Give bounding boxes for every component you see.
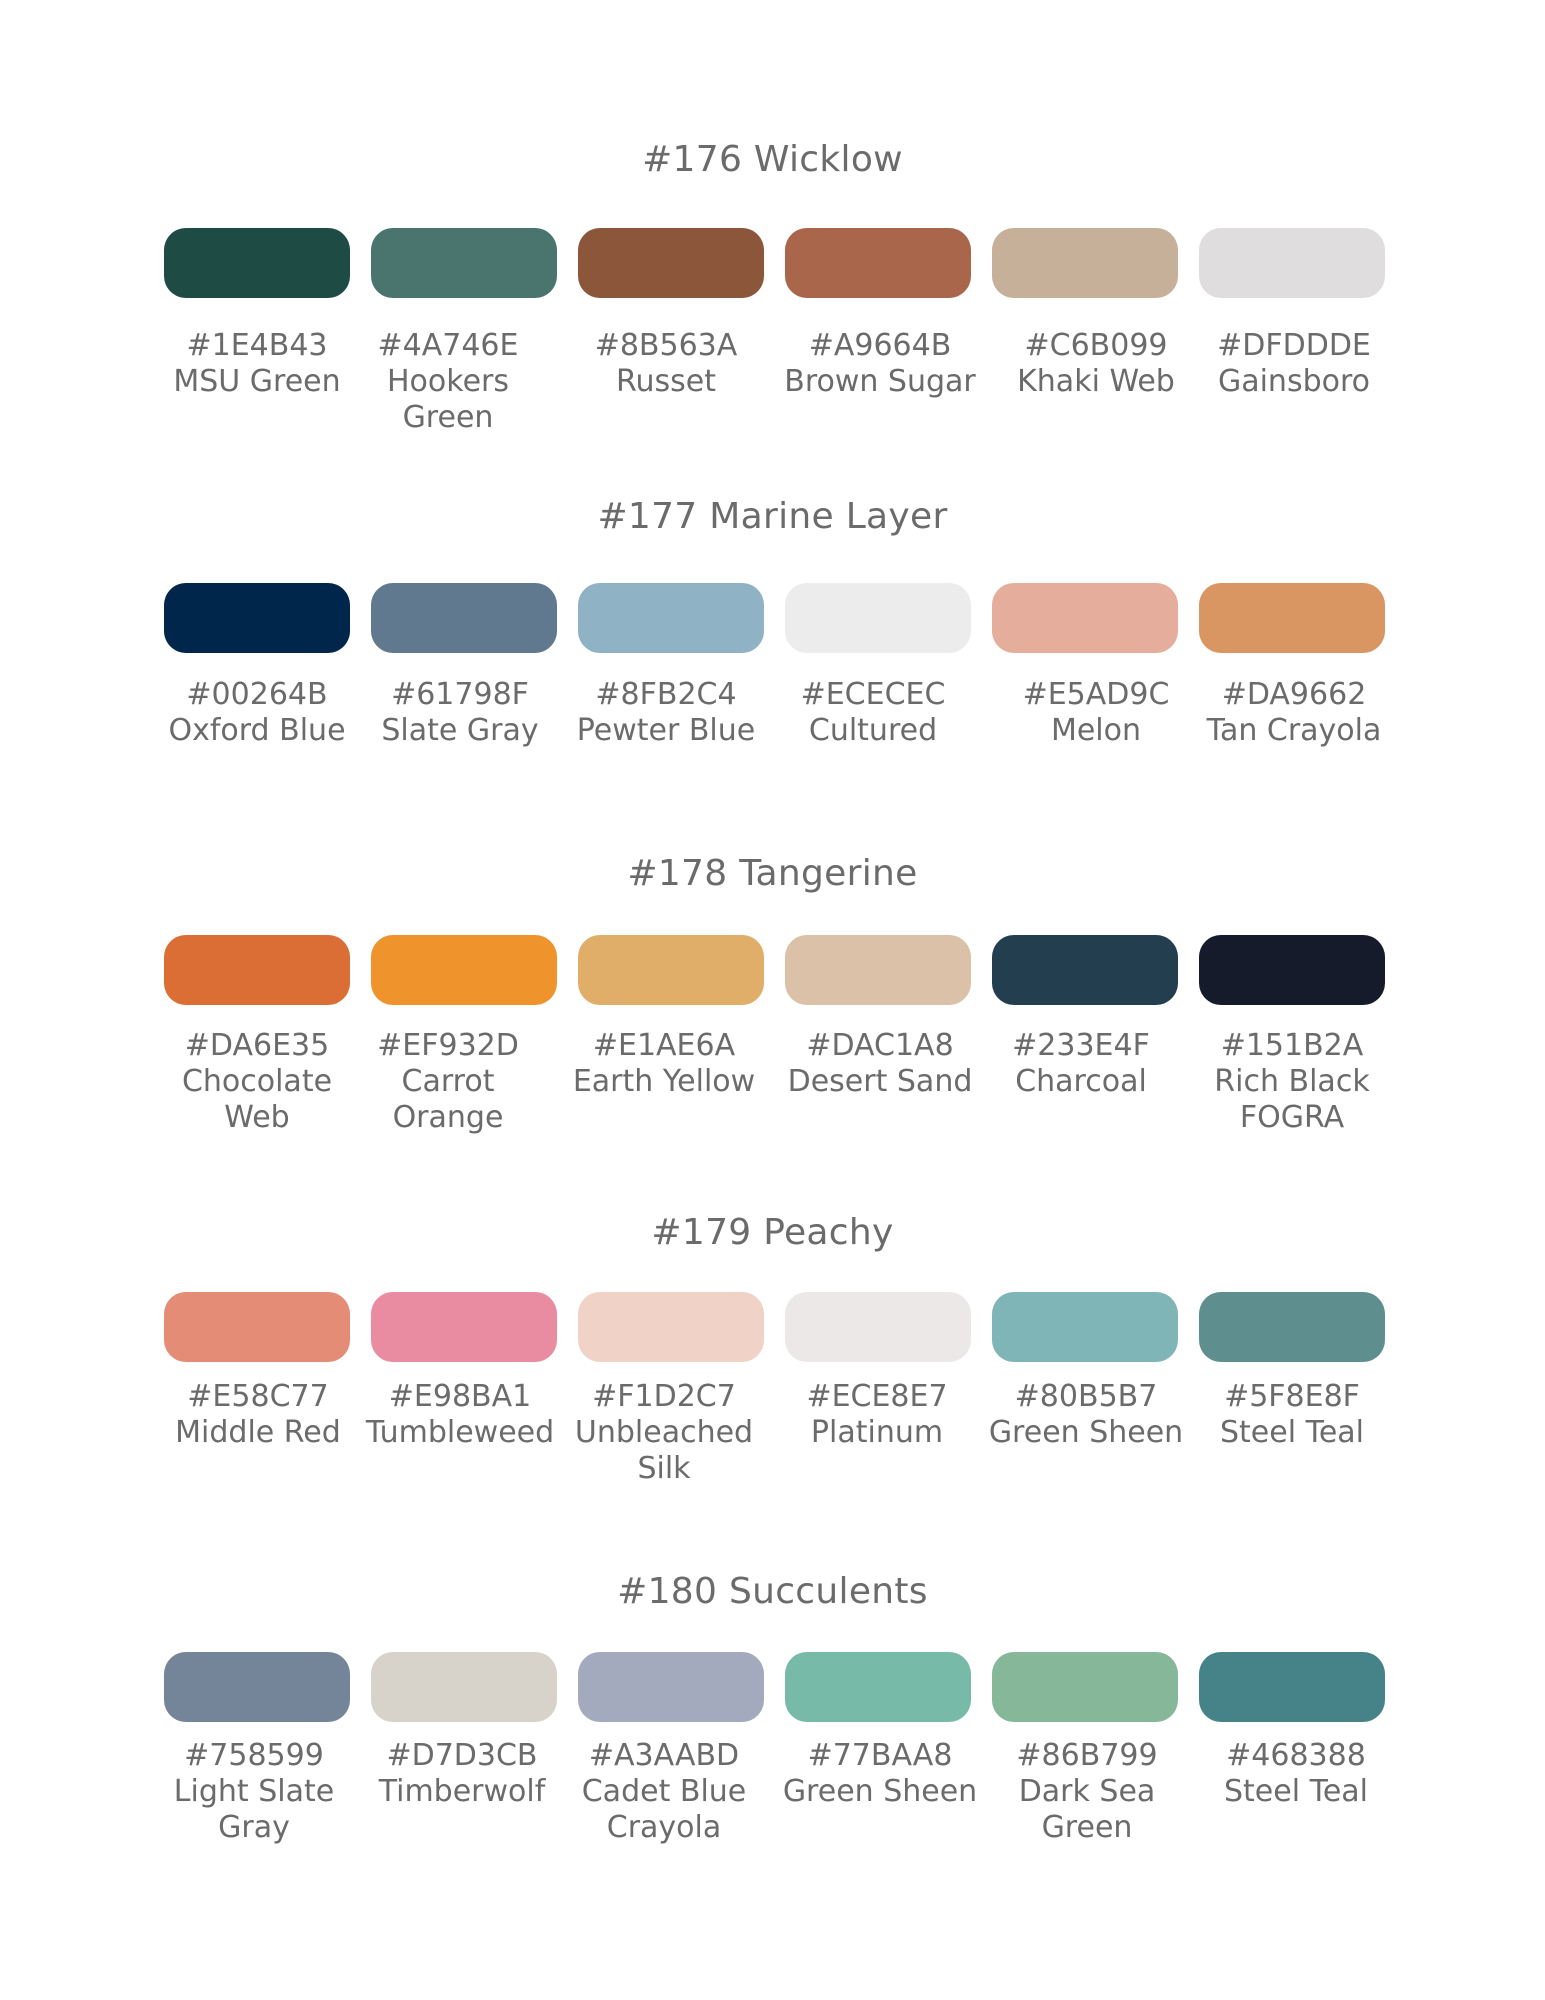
color-name: Carrot Orange — [392, 1064, 504, 1135]
color-name: MSU Green — [173, 364, 341, 399]
color-swatch — [992, 1652, 1178, 1722]
palette-title: #179 Peachy — [651, 1212, 894, 1253]
color-name: Russet — [616, 364, 716, 399]
color-swatch — [785, 1292, 971, 1362]
color-name: Gainsboro — [1217, 364, 1371, 399]
color-swatch — [371, 583, 557, 653]
color-name: Platinum — [810, 1415, 944, 1450]
palette-title: #177 Marine Layer — [597, 496, 948, 537]
color-hex: #151B2A — [1220, 1028, 1364, 1063]
color-hex: #1E4B43 — [186, 328, 328, 363]
palette-title: #180 Succulents — [617, 1571, 928, 1612]
color-label — [350, 1028, 546, 1136]
color-name: Charcoal — [1015, 1064, 1147, 1099]
color-name: Khaki Web — [1017, 364, 1175, 399]
color-hex: #E58C77 — [187, 1379, 329, 1414]
color-label — [160, 1379, 356, 1451]
color-hex: #758599 — [184, 1738, 324, 1773]
color-hex: #A9664B — [808, 328, 952, 363]
color-label — [364, 1738, 560, 1810]
color-hex: #5F8E8F — [1224, 1379, 1360, 1414]
color-label — [156, 1738, 352, 1846]
color-swatch — [164, 228, 350, 298]
color-swatch — [992, 1292, 1178, 1362]
color-swatch — [785, 583, 971, 653]
color-swatch — [1199, 583, 1385, 653]
color-swatch — [578, 1292, 764, 1362]
color-hex: #DA6E35 — [184, 1028, 330, 1063]
color-label — [1196, 677, 1392, 749]
color-label — [998, 677, 1194, 749]
color-name: Pewter Blue — [576, 713, 756, 748]
color-name: Timberwolf — [378, 1774, 546, 1809]
color-label — [159, 328, 355, 400]
color-label — [989, 1738, 1185, 1846]
color-swatch — [164, 1292, 350, 1362]
palette-title: #178 Tangerine — [627, 853, 918, 894]
color-name: Oxford Blue — [168, 713, 346, 748]
color-hex: #77BAA8 — [807, 1738, 953, 1773]
color-name: Middle Red — [175, 1415, 341, 1450]
color-swatch — [1199, 1652, 1385, 1722]
color-name: Light Slate Gray — [173, 1774, 335, 1845]
color-swatch — [992, 583, 1178, 653]
color-hex: #ECECEC — [800, 677, 946, 712]
color-hex: #F1D2C7 — [592, 1379, 736, 1414]
color-name: Desert Sand — [787, 1064, 973, 1099]
color-swatch — [1199, 1292, 1385, 1362]
color-label — [159, 677, 355, 749]
color-name: Earth Yellow — [572, 1064, 756, 1099]
color-swatch — [578, 1652, 764, 1722]
color-swatch — [992, 228, 1178, 298]
color-label — [998, 328, 1194, 400]
color-name: Hookers Green — [387, 364, 509, 435]
color-swatch — [164, 935, 350, 1005]
color-label — [566, 1028, 762, 1100]
color-name: Steel Teal — [1224, 1774, 1368, 1809]
color-label — [566, 1738, 762, 1846]
color-label — [362, 1379, 558, 1451]
color-hex: #C6B099 — [1024, 328, 1168, 363]
color-swatch — [785, 935, 971, 1005]
color-hex: #00264B — [186, 677, 328, 712]
color-swatch — [164, 1652, 350, 1722]
color-swatch — [578, 228, 764, 298]
color-label — [568, 328, 764, 400]
color-name: Green Sheen — [988, 1415, 1184, 1450]
color-hex: #EF932D — [377, 1028, 519, 1063]
color-hex: #86B799 — [1016, 1738, 1158, 1773]
color-label — [782, 328, 978, 400]
color-name: Cadet Blue Crayola — [581, 1774, 747, 1845]
color-label — [988, 1379, 1184, 1451]
color-label — [159, 1028, 355, 1136]
color-label — [1194, 1379, 1390, 1451]
color-hex: #80B5B7 — [1014, 1379, 1158, 1414]
color-label — [782, 1028, 978, 1100]
color-swatch — [785, 228, 971, 298]
color-swatch — [1199, 935, 1385, 1005]
color-hex: #468388 — [1226, 1738, 1366, 1773]
color-swatch — [371, 1652, 557, 1722]
color-swatch — [164, 583, 350, 653]
color-hex: #8FB2C4 — [595, 677, 737, 712]
color-name: Steel Teal — [1220, 1415, 1364, 1450]
color-hex: #E1AE6A — [592, 1028, 736, 1063]
color-name: Chocolate Web — [181, 1064, 333, 1135]
color-swatch — [992, 935, 1178, 1005]
color-hex: #DAC1A8 — [806, 1028, 954, 1063]
color-hex: #DA9662 — [1221, 677, 1367, 712]
color-hex: #4A746E — [377, 328, 519, 363]
color-label — [350, 328, 546, 436]
color-name: Slate Gray — [381, 713, 539, 748]
color-swatch — [371, 228, 557, 298]
color-label — [779, 1379, 975, 1451]
color-label — [1194, 1028, 1390, 1136]
color-name: Tumbleweed — [365, 1415, 555, 1450]
color-swatch — [1199, 228, 1385, 298]
color-label — [775, 677, 971, 749]
color-name: Green Sheen — [782, 1774, 978, 1809]
color-hex: #E5AD9C — [1022, 677, 1170, 712]
color-name: Brown Sugar — [784, 364, 976, 399]
color-hex: #61798F — [391, 677, 529, 712]
color-label — [1198, 1738, 1394, 1810]
color-swatch — [578, 935, 764, 1005]
color-label — [782, 1738, 978, 1810]
color-label — [1196, 328, 1392, 400]
color-name: Unbleached Silk — [574, 1415, 754, 1486]
color-name: Cultured — [808, 713, 938, 748]
color-name: Tan Crayola — [1206, 713, 1382, 748]
color-name: Melon — [1050, 713, 1142, 748]
color-swatch — [785, 1652, 971, 1722]
color-hex: #ECE8E7 — [806, 1379, 948, 1414]
color-label — [566, 1379, 762, 1487]
color-label — [362, 677, 558, 749]
color-hex: #A3AABD — [588, 1738, 740, 1773]
color-label — [983, 1028, 1179, 1100]
color-name: Rich Black FOGRA — [1214, 1064, 1370, 1135]
color-swatch — [371, 1292, 557, 1362]
color-name: Dark Sea Green — [1018, 1774, 1156, 1845]
color-hex: #233E4F — [1012, 1028, 1150, 1063]
color-hex: #E98BA1 — [388, 1379, 532, 1414]
palette-title: #176 Wicklow — [642, 139, 903, 180]
color-hex: #DFDDDE — [1217, 328, 1371, 363]
color-label — [568, 677, 764, 749]
color-swatch — [371, 935, 557, 1005]
color-hex: #D7D3CB — [386, 1738, 538, 1773]
color-swatch — [578, 583, 764, 653]
color-hex: #8B563A — [594, 328, 738, 363]
